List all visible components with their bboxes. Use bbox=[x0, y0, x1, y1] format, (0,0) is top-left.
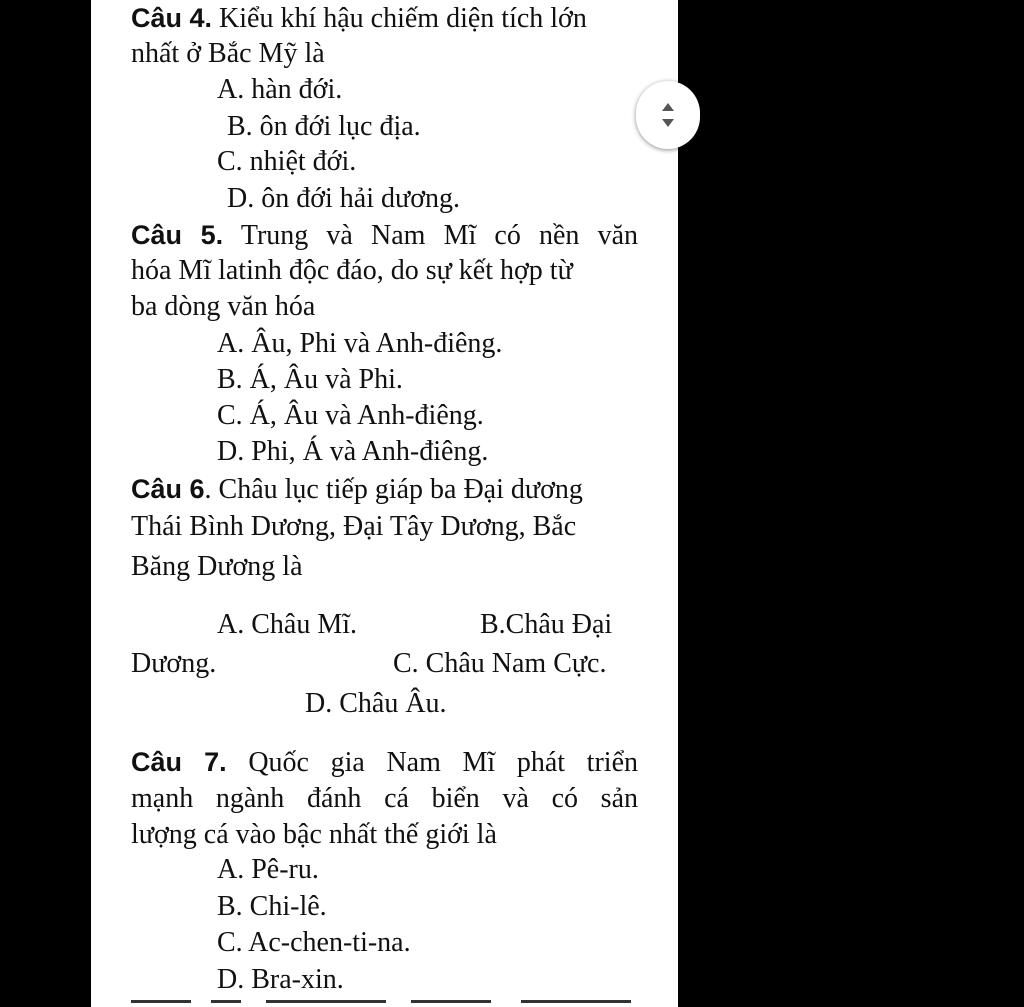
q6-stem-line-2: Thái Bình Dương, Đại Tây Dương, Bắc bbox=[131, 511, 577, 542]
q5-option-d: D. Phi, Á và Anh-điêng. bbox=[217, 436, 489, 467]
q5-stem-line-3: ba dòng văn hóa bbox=[131, 291, 316, 322]
q5-stem-line-2: hóa Mĩ latinh độc đáo, do sự kết hợp từ bbox=[131, 255, 573, 286]
document-page bbox=[91, 0, 678, 1007]
q7-stem-text-1: Quốc gia Nam Mĩ phát triển bbox=[226, 747, 638, 778]
next-question-cutoff bbox=[131, 1000, 638, 1007]
q7-label: Câu 7. bbox=[131, 747, 227, 777]
q5-option-c: C. Á, Âu và Anh-điêng. bbox=[217, 400, 484, 431]
q4-option-b: B. ôn đới lục địa. bbox=[227, 111, 421, 142]
q6-option-d: D. Châu Âu. bbox=[305, 688, 447, 719]
q7-option-b: B. Chi-lê. bbox=[217, 891, 327, 922]
q7-stem-line-2: mạnh ngành đánh cá biển và có sản bbox=[131, 783, 638, 814]
q7-option-d: D. Bra-xin. bbox=[217, 964, 344, 995]
scroll-handle-button[interactable] bbox=[636, 81, 700, 149]
q4-stem-line-2: nhất ở Bắc Mỹ là bbox=[131, 38, 325, 69]
q5-stem-line-1 bbox=[131, 217, 638, 254]
q6-option-a: A. Châu Mĩ. bbox=[217, 609, 357, 640]
q5-option-a: A. Âu, Phi và Anh-điêng. bbox=[217, 328, 503, 359]
q6-stem-line-3: Băng Dương là bbox=[131, 551, 303, 582]
q6-option-b-continued: Dương. bbox=[131, 648, 217, 679]
q4-label: Câu 4. bbox=[131, 3, 213, 33]
q7-stem-line-3: lượng cá vào bậc nhất thế giới là bbox=[131, 819, 497, 850]
q4-stem-line-1 bbox=[131, 0, 587, 37]
q7-stem-line-1 bbox=[131, 744, 638, 781]
up-down-arrows-icon bbox=[656, 101, 680, 129]
q6-stem-text-1: . Châu lục tiếp giáp ba Đại dương bbox=[204, 474, 583, 505]
q4-option-c: C. nhiệt đới. bbox=[217, 146, 357, 177]
q4-option-d: D. ôn đới hải dương. bbox=[227, 183, 460, 214]
q4-option-a: A. hàn đới. bbox=[217, 74, 343, 105]
q4-stem-text-1: Kiểu khí hậu chiếm diện tích lớn bbox=[212, 3, 587, 34]
q5-label: Câu 5. bbox=[131, 220, 224, 250]
q5-stem-text-1: Trung và Nam Mĩ có nền văn bbox=[223, 220, 638, 251]
q6-option-c: C. Châu Nam Cực. bbox=[393, 648, 607, 679]
q6-label: Câu 6 bbox=[131, 474, 205, 504]
q6-option-b: B.Châu Đại bbox=[480, 609, 613, 640]
q5-option-b: B. Á, Âu và Phi. bbox=[217, 364, 403, 395]
q6-stem-line-1 bbox=[131, 471, 583, 508]
q7-option-a: A. Pê-ru. bbox=[217, 854, 319, 885]
q7-option-c: C. Ac-chen-ti-na. bbox=[217, 927, 411, 958]
